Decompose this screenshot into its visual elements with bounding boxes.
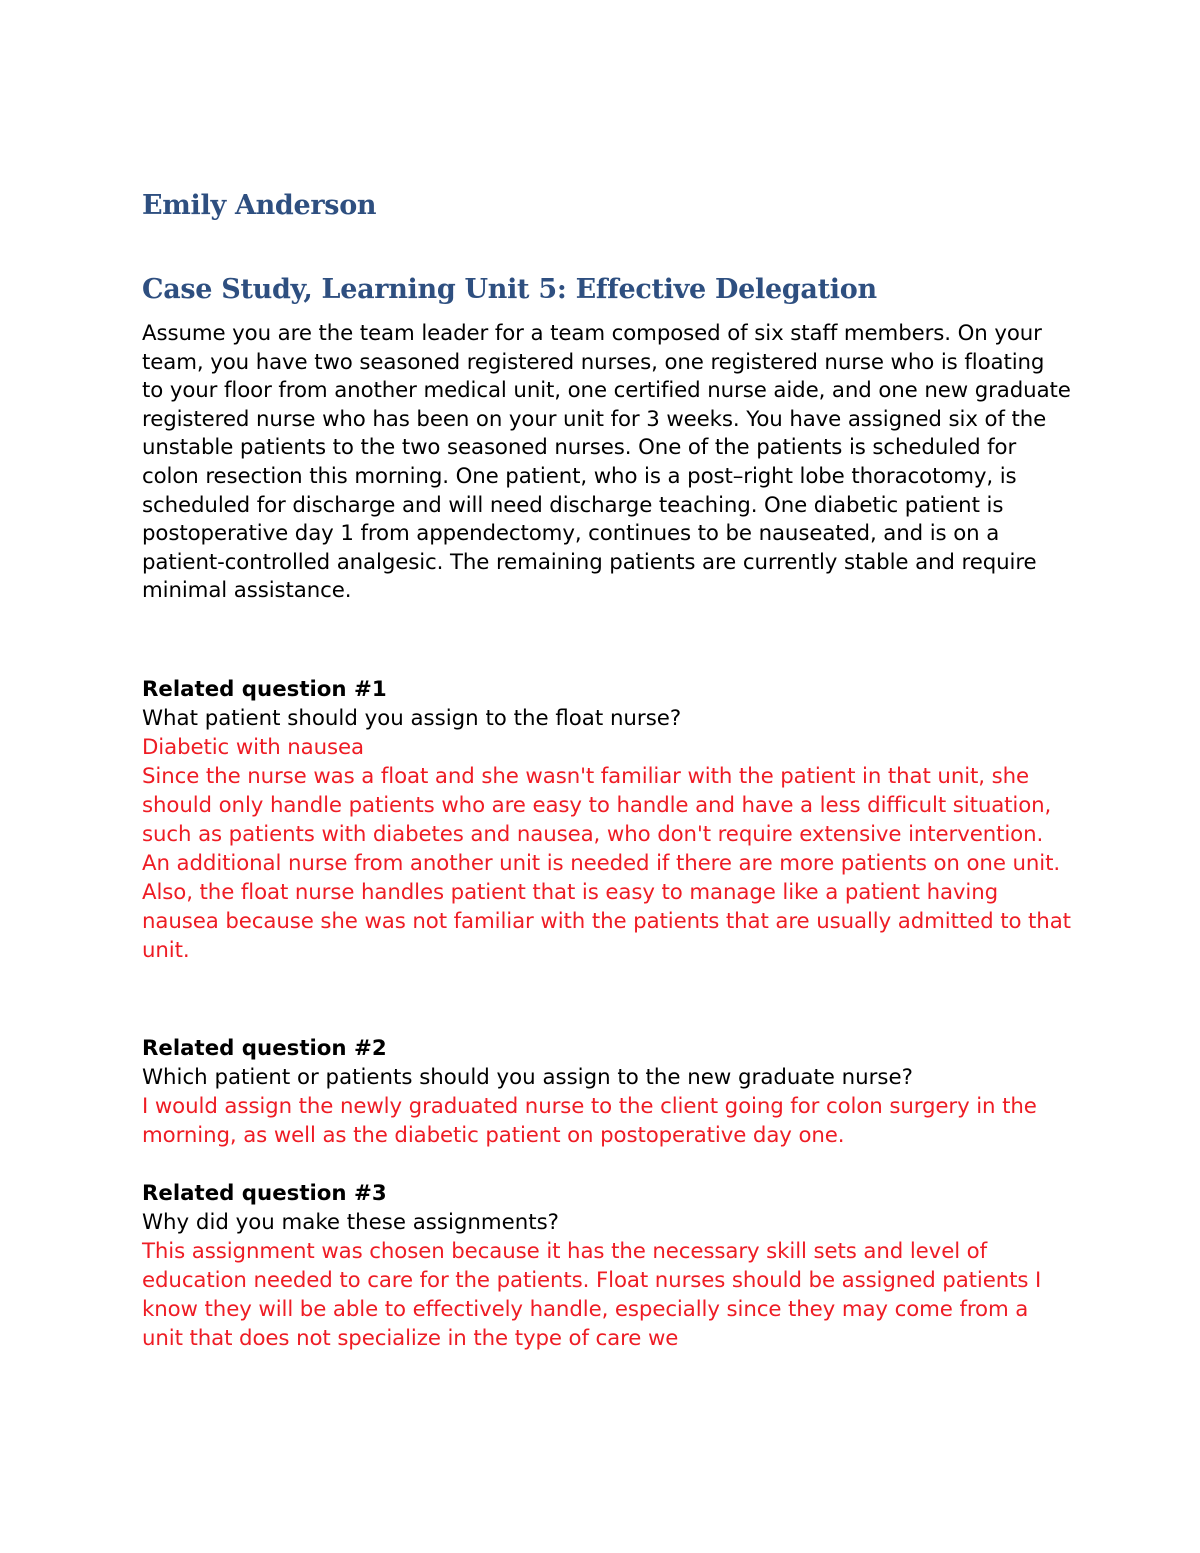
document-content: [142, 186, 1072, 1353]
answer-short: Diabetic with nausea: [142, 734, 364, 760]
question-label: Related question #1: [142, 676, 387, 702]
question-block-1: [142, 675, 1072, 965]
question-text: What patient should you assign to the float nurse?: [142, 705, 682, 731]
spacer: [142, 965, 1072, 1034]
document-title: Case Study, Learning Unit 5: Effective Delegation: [142, 274, 877, 305]
author-name: Emily Anderson: [142, 190, 377, 221]
question-text: Which patient or patients should you assign to the new graduate nurse?: [142, 1064, 913, 1090]
spacer: [142, 1150, 1072, 1179]
spacer: [142, 606, 1072, 675]
question-block-3: [142, 1179, 1072, 1353]
question-label: Related question #3: [142, 1180, 387, 1206]
answer-text: I would assign the newly graduated nurse to the client going for colon surgery in the morning, as well as the diabetic patient on postoperative day one.: [142, 1093, 1037, 1148]
question-label: Related question #2: [142, 1035, 387, 1061]
answer-explanation: Since the nurse was a float and she wasn't familiar with the patient in that unit, she should only handle patients who are easy to handle and have a less difficult situation, such as patients with diabetes and nausea, who don't require extensive intervention. An additional nurse from another unit is needed if there are more patients on one unit. Also, the float nurse handles patient that is easy to manage like a patient having nausea because she was not familiar with the patients that are usually admitted to that unit.: [142, 763, 1071, 963]
answer-text: This assignment was chosen because it has the necessary skill sets and level of education needed to care for the patients. Float nurses should be assigned patients I know they will be able to effectively handle, especially since they may come from a unit that does not specialize in the type of care we: [142, 1238, 1042, 1351]
scenario-paragraph: Assume you are the team leader for a team composed of six staff members. On your team, you have two seasoned registered nurses, one registered nurse who is floating to your floor from another medical unit, one certified nurse aide, and one new graduate registered nurse who has been on your unit for 3 weeks. You have assigned six of the unstable patients to the two seasoned nurses. One of the patients is scheduled for colon resection this morning. One patient, who is a post–right lobe thoracotomy, is scheduled for discharge and will need discharge teaching. One diabetic patient is postoperative day 1 from appendectomy, continues to be nauseated, and is on a patient-controlled analgesic. The remaining patients are currently stable and require minimal assistance.: [142, 321, 1071, 604]
question-text: Why did you make these assignments?: [142, 1209, 559, 1235]
question-block-2: [142, 1034, 1072, 1150]
